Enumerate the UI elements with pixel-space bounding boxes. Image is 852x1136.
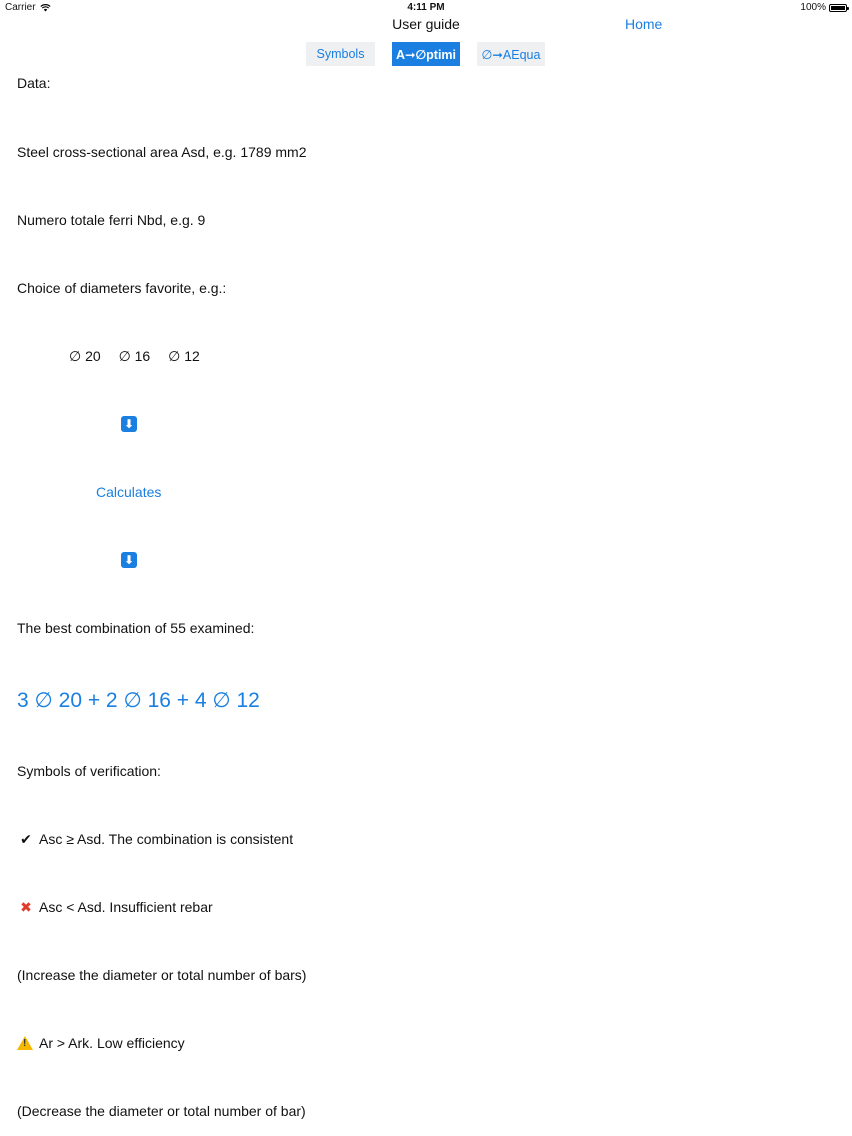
insufficient-text: Asc < Asd. Insufficient rebar <box>39 899 213 915</box>
num-bars-text: Numero totale ferri Nbd, e.g. 9 <box>17 212 206 228</box>
low-efficiency-text: Ar > Ark. Low efficiency <box>39 1035 185 1051</box>
increase-hint: (Increase the diameter or total number of bars) <box>17 967 307 983</box>
diameter-item: ∅ 12 <box>168 348 200 364</box>
battery-percent: 100% <box>800 2 826 13</box>
symbols-title: Symbols of verification: <box>17 763 161 779</box>
choice-text: Choice of diameters favorite, e.g.: <box>17 280 227 296</box>
status-time: 4:11 PM <box>407 2 445 13</box>
result-combination: 3 ∅ 20 + 2 ∅ 16 + 4 ∅ 12 <box>17 689 260 712</box>
checkmark-icon: ✔ <box>20 831 32 847</box>
warning-icon <box>17 1036 33 1050</box>
down-arrow-icon: ⬇ <box>121 552 137 568</box>
battery-status <box>800 2 847 13</box>
tab-symbols[interactable]: Symbols <box>306 42 375 66</box>
page-title: User guide <box>392 16 460 32</box>
decrease-hint: (Decrease the diameter or total number of bar) <box>17 1103 306 1119</box>
consistent-text: Asc ≥ Asd. The combination is consistent <box>39 831 294 847</box>
carrier-label: Carrier <box>5 2 36 13</box>
steel-area-text: Steel cross-sectional area Asd, e.g. 1789 mm2 <box>17 144 307 160</box>
symbol-consistent <box>17 831 293 848</box>
data-label: Data: <box>17 75 51 91</box>
symbol-insufficient <box>17 899 213 916</box>
down-arrow-icon: ⬇ <box>121 416 137 432</box>
diameter-list <box>69 348 214 365</box>
symbol-low-efficiency <box>17 1035 185 1051</box>
tab-aequa[interactable]: ∅➞AEqua <box>477 42 545 66</box>
cross-icon: ✖ <box>20 899 32 915</box>
diameter-item: ∅ 16 <box>118 348 151 364</box>
diameter-item: ∅ 20 <box>69 348 101 364</box>
battery-icon <box>829 4 847 12</box>
calculates-button[interactable]: Calculates <box>96 484 162 500</box>
best-combination-text: The best combination of 55 examined: <box>17 620 255 636</box>
home-button[interactable]: Home <box>625 16 663 32</box>
tab-optimi[interactable]: A➞∅ptimi <box>392 42 460 66</box>
